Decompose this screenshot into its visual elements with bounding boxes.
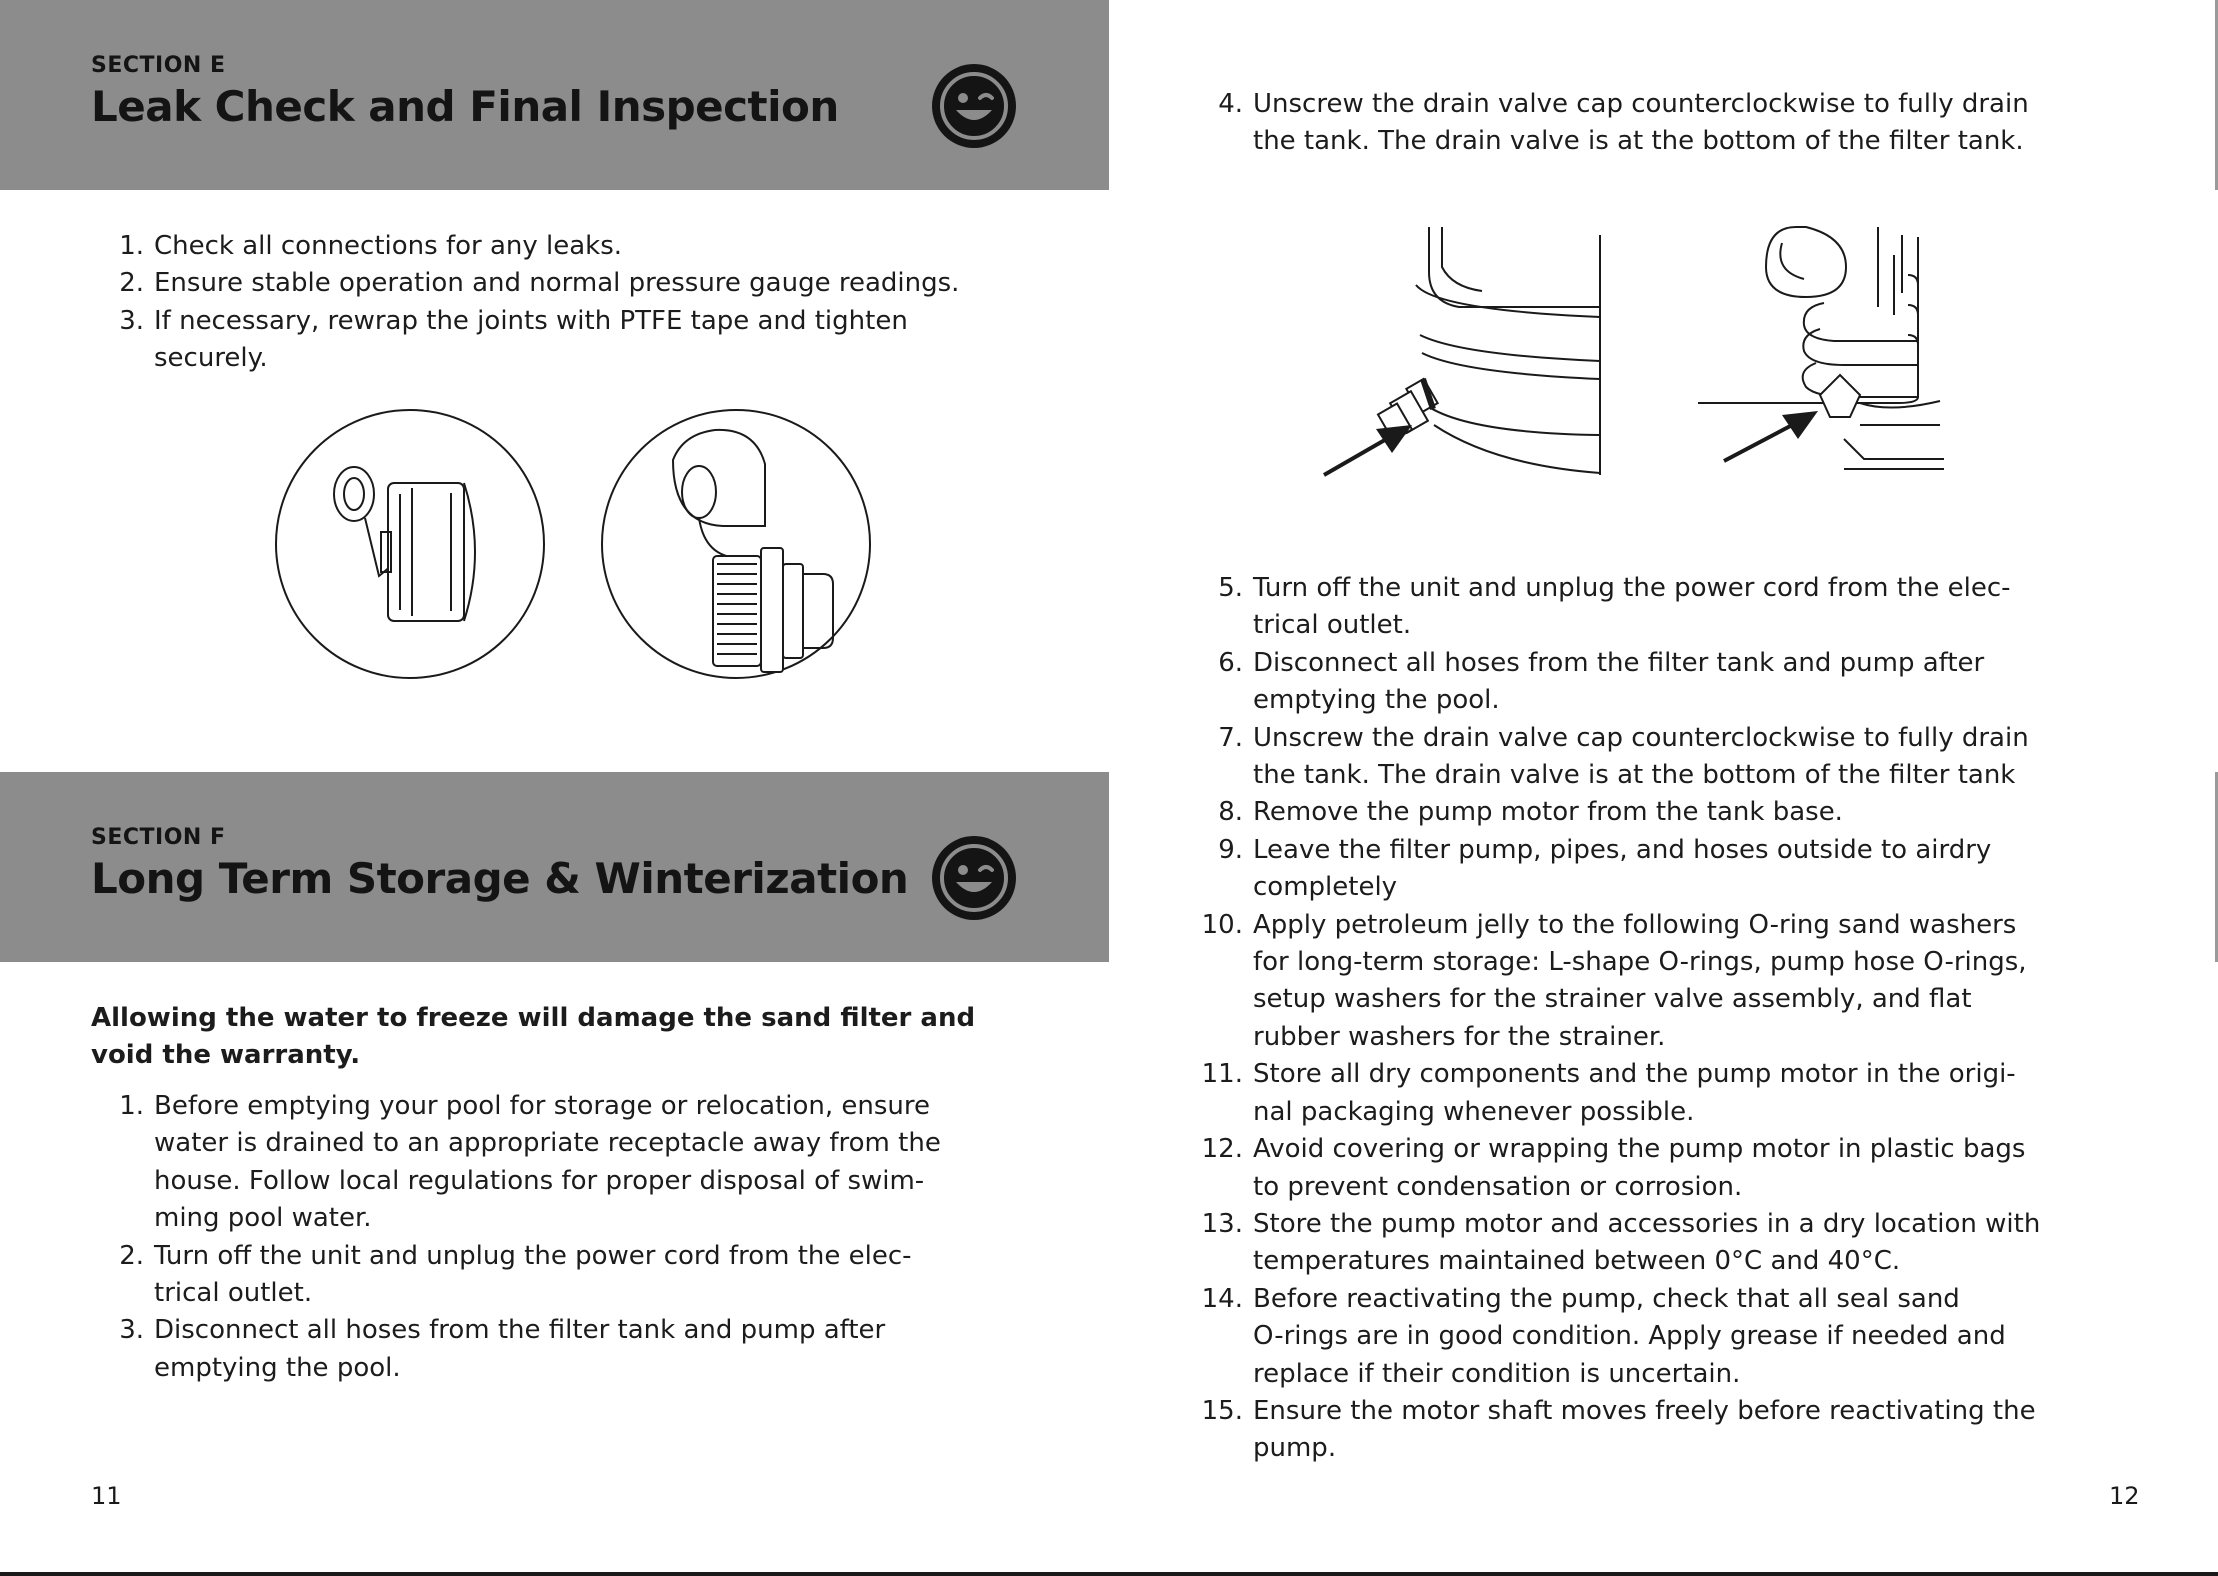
list-item [1199,1056,2199,1131]
list-item-number: 1. [119,231,144,261]
list-item-number: 5. [1218,573,1243,603]
list-item-text: Store all dry components and the pump motor in the origi- [1253,1059,2016,1090]
storage-steps-left [100,1088,1060,1387]
list-item [1199,1393,2199,1468]
list-item-number: 8. [1218,797,1243,828]
section-f-label: SECTION F [91,825,226,850]
arrow-icon [1724,411,1818,461]
list-item-number: 12. [1201,1134,1243,1165]
list-item [1199,1131,2199,1206]
list-item-text: to prevent condensation or corrosion. [1253,1171,1743,1202]
list-item-text: Check all connections for any leaks. [154,231,623,261]
page-12 [1109,0,2218,1576]
storage-steps-right [1199,570,2199,1468]
list-item-text: Turn off the unit and unplug the power cord from the elec- [154,1240,912,1271]
list-item-text: Disconnect all hoses from the filter tank and pump after [154,1315,886,1346]
warning-line: Allowing the water to freeze will damage the sand filter and [91,1003,976,1033]
list-item-number: 3. [119,305,144,336]
list-item-text: the tank. The drain valve is at the bottom of the filter tank. [1253,126,2024,157]
list-item-text: temperatures maintained between 0°C and 40°C. [1253,1246,1901,1277]
freeze-warning [91,1000,1031,1074]
list-item [100,1312,1060,1387]
list-item-text: Leave the filter pump, pipes, and hoses outside to airdry [1253,834,1992,865]
list-item-text: securely. [154,343,268,374]
list-item-number: 15. [1201,1395,1243,1426]
list-item-text: Disconnect all hoses from the filter tank and pump after [1253,647,1985,678]
list-item-number: 3. [119,1315,144,1346]
list-item-text: Unscrew the drain valve cap counterclockwise to fully drain [1253,89,2029,119]
list-item-text: Avoid covering or wrapping the pump motor in plastic bags [1253,1134,2026,1165]
list-item-text: replace if their condition is uncertain. [1253,1358,1741,1389]
list-item-text: Unscrew the drain valve cap counterclockwise to fully drain [1253,722,2029,753]
list-item [1199,907,2199,1057]
list-item-text: If necessary, rewrap the joints with PTFE tape and tighten [154,305,908,336]
list-item [100,1238,1060,1313]
storage-step-4 [1199,86,2199,161]
list-item-text: completely [1253,872,1398,903]
list-item [1199,832,2199,907]
list-item-text: nal packaging whenever possible. [1253,1096,1695,1127]
section-f-header [0,772,1109,962]
warning-line: void the warranty. [91,1040,361,1070]
list-item-text: house. Follow local regulations for proper disposal of swim- [154,1165,925,1196]
section-e-label: SECTION E [91,53,226,78]
smiley-face-icon [930,834,1018,922]
list-item-text: Remove the pump motor from the tank base. [1253,797,1843,828]
drain-valve-illustration [1304,225,1944,485]
leak-check-steps [100,228,1060,378]
list-item [1199,720,2199,795]
section-e-title: Leak Check and Final Inspection [91,82,839,131]
page-number: 11 [91,1482,122,1510]
list-item-text: emptying the pool. [1253,685,1500,716]
list-item-text: Before emptying your pool for storage or relocation, ensure [154,1091,931,1121]
list-item-number: 2. [119,1240,144,1271]
smiley-face-icon [930,62,1018,150]
list-item-text: pump. [1253,1433,1337,1464]
list-item-text: Ensure stable operation and normal pressure gauge readings. [154,268,960,299]
list-item-number: 11. [1201,1059,1243,1090]
list-item [1199,1281,2199,1393]
list-item-number: 10. [1201,909,1243,940]
list-item [1199,794,2199,831]
arrow-icon [1324,425,1412,475]
list-item [100,1088,1060,1238]
list-item-number: 14. [1201,1283,1243,1314]
list-item [1199,1206,2199,1281]
list-item-number: 9. [1218,834,1243,865]
list-item-text: setup washers for the strainer valve assembly, and flat [1253,984,1972,1015]
list-item-text: the tank. The drain valve is at the bottom of the filter tank [1253,760,2016,791]
bottom-rule [0,1572,2218,1576]
list-item [100,303,1060,378]
list-item-text: emptying the pool. [154,1352,401,1383]
list-item [1199,645,2199,720]
list-item-number: 2. [119,268,144,299]
list-item-text: Turn off the unit and unplug the power cord from the elec- [1253,573,2011,603]
list-item [100,265,1060,302]
list-item-number: 6. [1218,647,1243,678]
page-number: 12 [2109,1482,2140,1510]
list-item-text: trical outlet. [1253,610,1412,641]
list-item-number: 4. [1218,89,1243,119]
list-item-number: 13. [1201,1208,1243,1239]
list-item-number: 7. [1218,722,1243,753]
list-item-text: Ensure the motor shaft moves freely before reactivating the [1253,1395,2036,1426]
list-item-text: Store the pump motor and accessories in a dry location with [1253,1208,2041,1239]
list-item-text: Apply petroleum jelly to the following O-ring sand washers [1253,909,2017,940]
list-item [1199,86,2199,161]
list-item-text: trical outlet. [154,1278,313,1309]
list-item-text: rubber washers for the strainer. [1253,1021,1666,1052]
list-item-text: for long-term storage: L-shape O-rings, pump hose O-rings, [1253,947,2027,978]
section-e-header [0,0,1109,190]
list-item-text: water is drained to an appropriate receptacle away from the [154,1128,941,1159]
fitting-illustration [273,408,873,684]
list-item-text: ming pool water. [154,1203,372,1234]
section-f-title: Long Term Storage & Winterization [91,854,909,903]
list-item-number: 1. [119,1091,144,1121]
list-item-text: Before reactivating the pump, check that all seal sand [1253,1283,1960,1314]
list-item [100,228,1060,265]
list-item-text: O-rings are in good condition. Apply grease if needed and [1253,1321,2006,1352]
list-item [1199,570,2199,645]
